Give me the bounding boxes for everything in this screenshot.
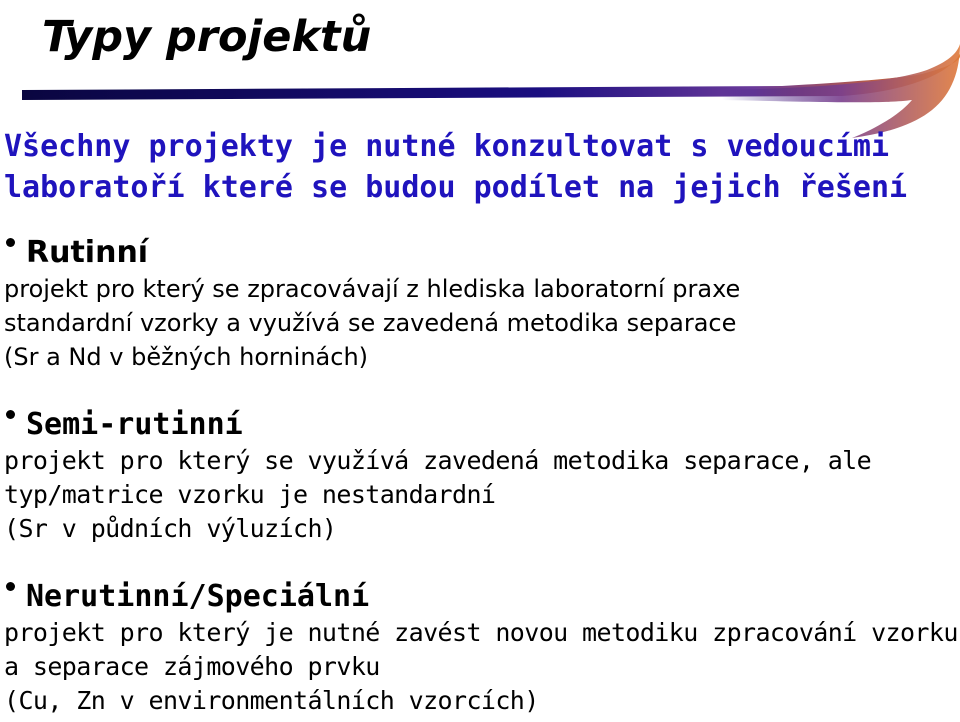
section-semi-rutinni — [4, 406, 954, 546]
description-line: (Cu, Zn v environmentálních vzorcích) — [4, 686, 539, 715]
section-description — [4, 272, 954, 374]
intro-line: Všechny projekty je nutné konzultovat s vedoucími — [4, 129, 890, 164]
description-line: projekt pro který se využívá zavedená metodika separace, ale — [4, 446, 872, 475]
intro-line: laboratoří které se budou podílet na jejich řešení — [4, 170, 908, 205]
section-heading — [4, 578, 954, 616]
section-heading-text: Nerutinní/Speciální — [26, 579, 370, 614]
section-heading-text: Semi-rutinní — [26, 407, 243, 442]
bullet-icon — [6, 582, 15, 591]
description-line: a separace zájmového prvku — [4, 652, 380, 681]
intro-text — [4, 126, 954, 208]
description-line: typ/matrice vzorku je nestandardní — [4, 480, 496, 509]
description-line: projekt pro který se zpracovávají z hlediska laboratorní praxe — [4, 275, 741, 303]
slide-title: Typy projektů — [42, 12, 372, 62]
section-nerutinni — [4, 578, 958, 718]
description-line: (Sr v půdních výluzích) — [4, 514, 337, 543]
description-line: standardní vzorky a využívá se zavedená metodika separace — [4, 309, 737, 337]
description-line: (Sr a Nd v běžných horninách) — [4, 343, 369, 371]
section-rutinni — [4, 234, 954, 374]
description-line: projekt pro který je nutné zavést novou metodiku zpracování vzorku — [4, 618, 958, 647]
section-heading-text: Rutinní — [26, 235, 149, 270]
bullet-icon — [6, 410, 15, 419]
section-heading — [4, 234, 954, 272]
section-heading — [4, 406, 954, 444]
section-description — [4, 616, 958, 718]
bullet-icon — [6, 238, 15, 247]
section-description — [4, 444, 954, 546]
